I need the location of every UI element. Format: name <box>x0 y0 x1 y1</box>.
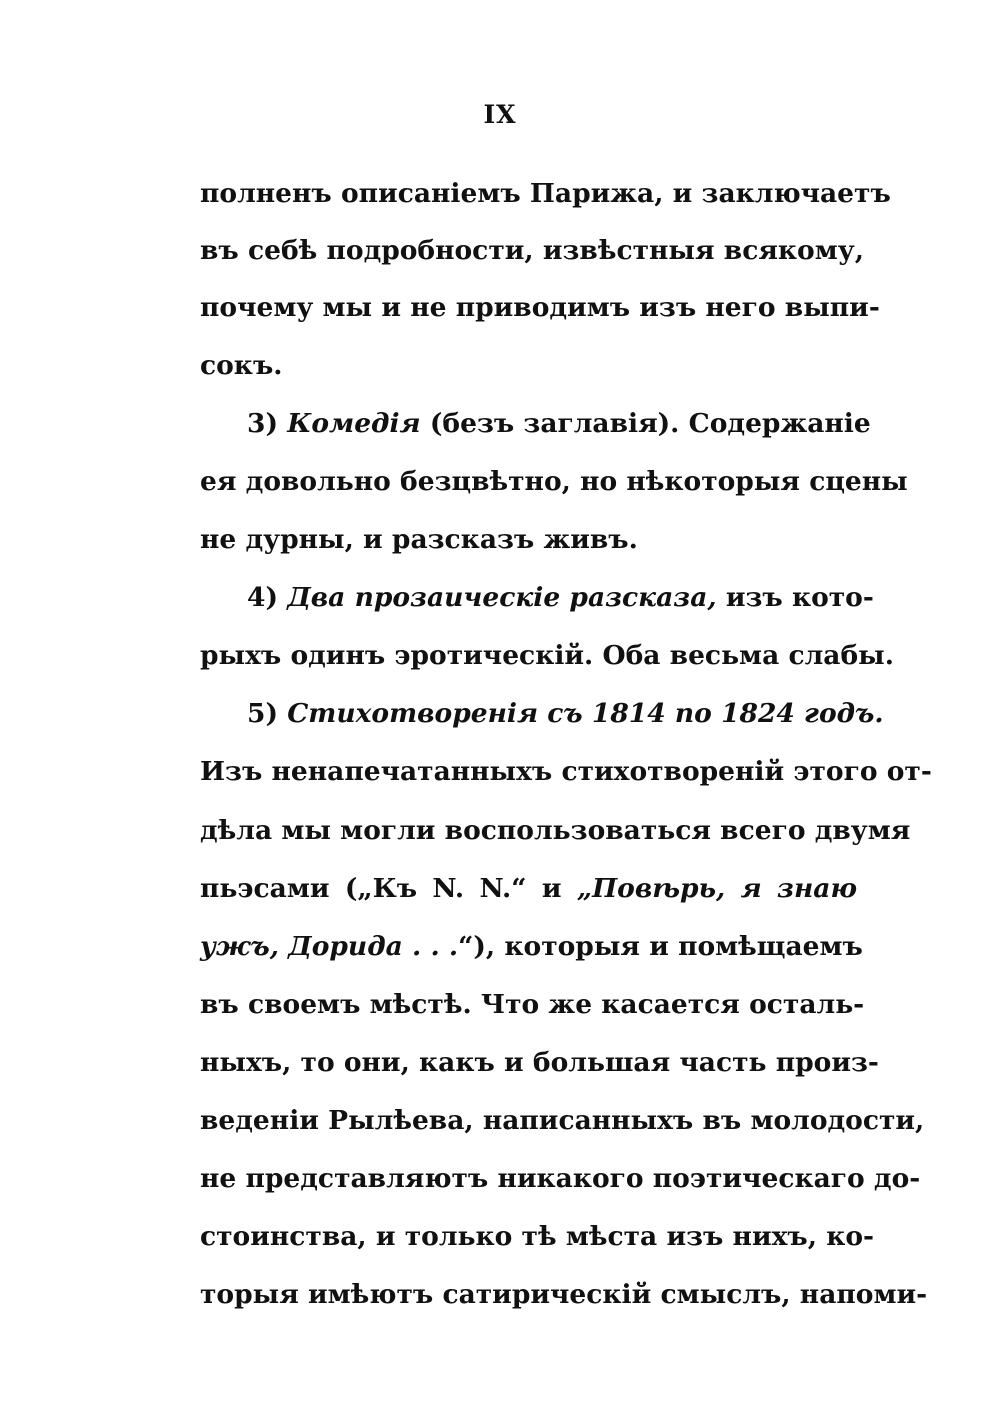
line-text: “), которыя и помѣщаемъ <box>458 931 863 962</box>
text-line-16: ныхъ, то они, какъ и большая часть произ- <box>200 1047 879 1078</box>
item-number: 5) <box>247 698 278 729</box>
work-title: Два прозаическіе разсказа, <box>287 582 717 613</box>
text-line-5 <box>200 404 871 444</box>
text-line-12: дѣла мы могли воспользоваться всего двумя <box>200 815 911 846</box>
work-title: Стихотворенія съ 1814 по 1824 годъ. <box>287 698 884 729</box>
poem-title: ужъ, Дорида . . . <box>200 931 459 962</box>
text-line-20: торыя имѣютъ сатирическій смыслъ, напоми- <box>200 1279 928 1310</box>
work-title: Комедія <box>287 408 421 439</box>
line-text: пьэсами („Къ N. N.“ и <box>200 873 562 904</box>
text-line-17: веденіи Рылѣева, написанныхъ въ молодости, <box>200 1105 925 1136</box>
text-line-10 <box>200 694 884 734</box>
text-line-9: рыхъ одинъ эротическій. Оба весьма слабы. <box>200 640 894 671</box>
text-line-19: стоинства, и только тѣ мѣста изъ нихъ, ко- <box>200 1221 875 1252</box>
text-line-1: полненъ описаніемъ Парижа, и заключаетъ <box>200 178 891 209</box>
item-number: 4) <box>247 582 278 613</box>
text-line-13 <box>200 869 857 909</box>
text-line-8 <box>200 578 874 618</box>
text-line-4: сокъ. <box>200 350 283 381</box>
item-number: 3) <box>247 408 278 439</box>
poem-title: „Повѣрь, я знаю <box>576 873 857 904</box>
page-number: IX <box>483 100 517 129</box>
line-text: (безъ заглавія). Содержаніе <box>429 408 871 439</box>
text-line-3: почему мы и не приводимъ изъ него выпи- <box>200 292 880 323</box>
text-line-14 <box>200 927 863 967</box>
line-text: изъ кото- <box>725 582 874 613</box>
text-line-7: не дурны, и разсказъ живъ. <box>200 524 638 555</box>
text-line-2: въ себѣ подробности, извѣстныя всякому, <box>200 235 864 266</box>
text-line-11: Изъ ненапечатанныхъ стихотвореній этого от- <box>200 756 932 787</box>
text-line-15: въ своемъ мѣстѣ. Что же касается осталь- <box>200 989 865 1020</box>
text-line-18: не представляютъ никакого поэтическаго до- <box>200 1163 921 1194</box>
text-line-6: ея довольно безцвѣтно, но нѣкоторыя сцены <box>200 466 908 497</box>
